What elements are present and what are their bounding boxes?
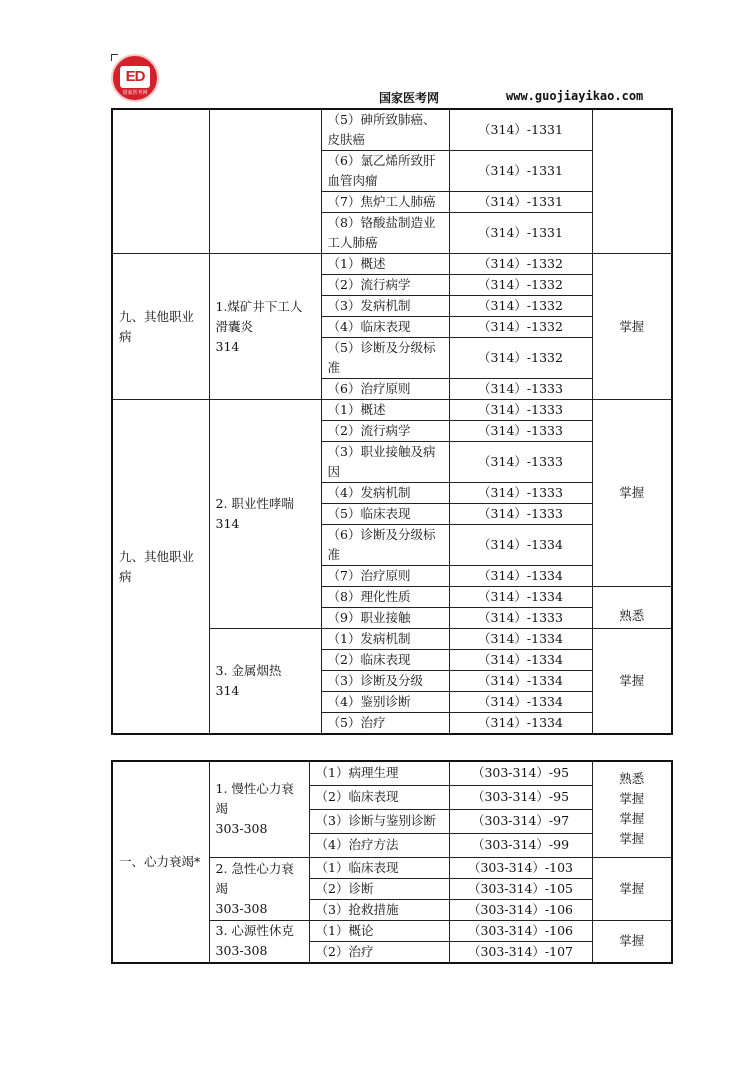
logo-mark: ED: [120, 66, 150, 88]
item-label: （1）病理生理: [309, 761, 449, 785]
mastery-level: 掌握: [592, 629, 672, 735]
item-label: （7）治疗原则: [321, 566, 449, 587]
item-code: （314）-1333: [449, 483, 592, 504]
item-code: （314）-1332: [449, 275, 592, 296]
item-code: （314）-1333: [449, 608, 592, 629]
table-row: [112, 254, 672, 275]
item-code: （303-314）-105: [449, 878, 592, 899]
mastery-level: 掌握: [619, 791, 645, 807]
item-label: （1）概论: [309, 920, 449, 941]
item-code: （303-314）-99: [449, 833, 592, 857]
item-code: （314）-1333: [449, 379, 592, 400]
item-code: （314）-1334: [449, 525, 592, 566]
section-cell-empty: [112, 109, 209, 254]
item-code: （314）-1332: [449, 296, 592, 317]
item-label: （4）临床表现: [321, 317, 449, 338]
subsection-code: 303-308: [215, 821, 268, 837]
syllabus-table-heart-failure: [111, 760, 673, 964]
item-label: （1）临床表现: [309, 857, 449, 878]
item-label: （5）临床表现: [321, 504, 449, 525]
item-code: （303-314）-97: [449, 809, 592, 833]
item-label: （2）临床表现: [309, 785, 449, 809]
mastery-level: 熟悉: [619, 771, 645, 787]
item-label: （2）治疗: [309, 941, 449, 963]
item-code: （303-314）-106: [449, 899, 592, 920]
item-code: （314）-1333: [449, 400, 592, 421]
item-code: （314）-1332: [449, 338, 592, 379]
item-code: （314）-1334: [449, 713, 592, 735]
mastery-level: 掌握: [619, 811, 645, 827]
item-code: （314）-1334: [449, 650, 592, 671]
item-label: （2）流行病学: [321, 421, 449, 442]
item-label: （3）诊断及分级: [321, 671, 449, 692]
section-title: 一、心力衰竭*: [112, 761, 209, 963]
item-label: （4）发病机制: [321, 483, 449, 504]
subsection-title: 1.煤矿井下工人滑囊炎: [215, 298, 303, 334]
item-code: （314）-1334: [449, 629, 592, 650]
mastery-level: 掌握: [592, 400, 672, 587]
item-label: （8）理化性质: [321, 587, 449, 608]
mastery-level-stack: [592, 761, 672, 857]
item-code: （314）-1334: [449, 587, 592, 608]
mastery-level: 掌握: [619, 831, 645, 847]
item-label: （3）职业接触及病因: [321, 442, 449, 483]
item-label: （5）治疗: [321, 713, 449, 735]
item-code: （314）-1333: [449, 442, 592, 483]
subsection-title: 3. 金属烟热: [215, 663, 282, 678]
mastery-level: 掌握: [592, 920, 672, 963]
item-label: （1）概述: [321, 400, 449, 421]
item-code: （314）-1331: [449, 151, 592, 192]
site-url[interactable]: www.guojiayikao.com: [506, 89, 644, 103]
level-cell-empty: [592, 109, 672, 254]
subsection-cell: [209, 761, 309, 857]
item-label: （1）概述: [321, 254, 449, 275]
item-code: （314）-1332: [449, 317, 592, 338]
item-label: （3）发病机制: [321, 296, 449, 317]
subsection-cell: [209, 629, 321, 735]
subsection-code: 314: [215, 516, 240, 531]
table-row: [112, 761, 672, 785]
item-label: （6）氯乙烯所致肝血管肉瘤: [321, 151, 449, 192]
item-label: （6）治疗原则: [321, 379, 449, 400]
item-label: （1）发病机制: [321, 629, 449, 650]
site-name: 国家医考网: [379, 91, 440, 105]
item-label: （2）流行病学: [321, 275, 449, 296]
table-row: [112, 109, 672, 151]
item-label: （4）鉴别诊断: [321, 692, 449, 713]
item-code: （303-314）-103: [449, 857, 592, 878]
subsection-cell: [209, 254, 321, 400]
item-code: （303-314）-95: [449, 785, 592, 809]
subsection-title: 3. 心源性休克: [215, 923, 294, 938]
item-label: （3）抢救措施: [309, 899, 449, 920]
mastery-level: 掌握: [592, 857, 672, 920]
subsection-cell: [209, 857, 309, 920]
subsection-code: 303-308: [215, 943, 268, 958]
item-label: （6）诊断及分级标准: [321, 525, 449, 566]
item-code: （314）-1334: [449, 692, 592, 713]
item-code: （303-314）-107: [449, 941, 592, 963]
item-code: （303-314）-106: [449, 920, 592, 941]
mastery-level: 熟悉: [592, 587, 672, 629]
item-code: （314）-1331: [449, 109, 592, 151]
table-row: [112, 400, 672, 421]
item-label: （5）砷所致肺癌、皮肤癌: [321, 109, 449, 151]
section-title: 九、其他职业病: [112, 400, 209, 735]
subsection-title: 2. 职业性哮喘: [215, 496, 294, 511]
subsection-cell-empty: [209, 109, 321, 254]
item-label: （9）职业接触: [321, 608, 449, 629]
item-label: （5）诊断及分级标准: [321, 338, 449, 379]
item-label: （7）焦炉工人肺癌: [321, 192, 449, 213]
item-code: （314）-1331: [449, 213, 592, 254]
mastery-level: 掌握: [592, 254, 672, 400]
item-label: （2）临床表现: [321, 650, 449, 671]
item-label: （8）铬酸盐制造业工人肺癌: [321, 213, 449, 254]
item-code: （314）-1333: [449, 504, 592, 525]
item-code: （314）-1334: [449, 671, 592, 692]
subsection-code: 314: [215, 683, 240, 698]
subsection-cell: [209, 920, 309, 963]
item-label: （4）治疗方法: [309, 833, 449, 857]
item-code: （314）-1334: [449, 566, 592, 587]
subsection-title: 2. 急性心力衰竭: [215, 860, 294, 896]
subsection-title: 1. 慢性心力衰竭: [215, 781, 294, 817]
site-logo: [111, 54, 159, 102]
item-label: （2）诊断: [309, 878, 449, 899]
subsection-code: 303-308: [215, 900, 268, 916]
syllabus-table-occupational: [111, 108, 673, 735]
item-label: （3）诊断与鉴别诊断: [309, 809, 449, 833]
item-code: （314）-1331: [449, 192, 592, 213]
item-code: （314）-1333: [449, 421, 592, 442]
subsection-cell: [209, 400, 321, 629]
logo-ring-text: 国家医考网: [122, 90, 148, 96]
section-title: 九、其他职业病: [112, 254, 209, 400]
item-code: （314）-1332: [449, 254, 592, 275]
subsection-code: 314: [215, 338, 240, 354]
item-code: （303-314）-95: [449, 761, 592, 785]
